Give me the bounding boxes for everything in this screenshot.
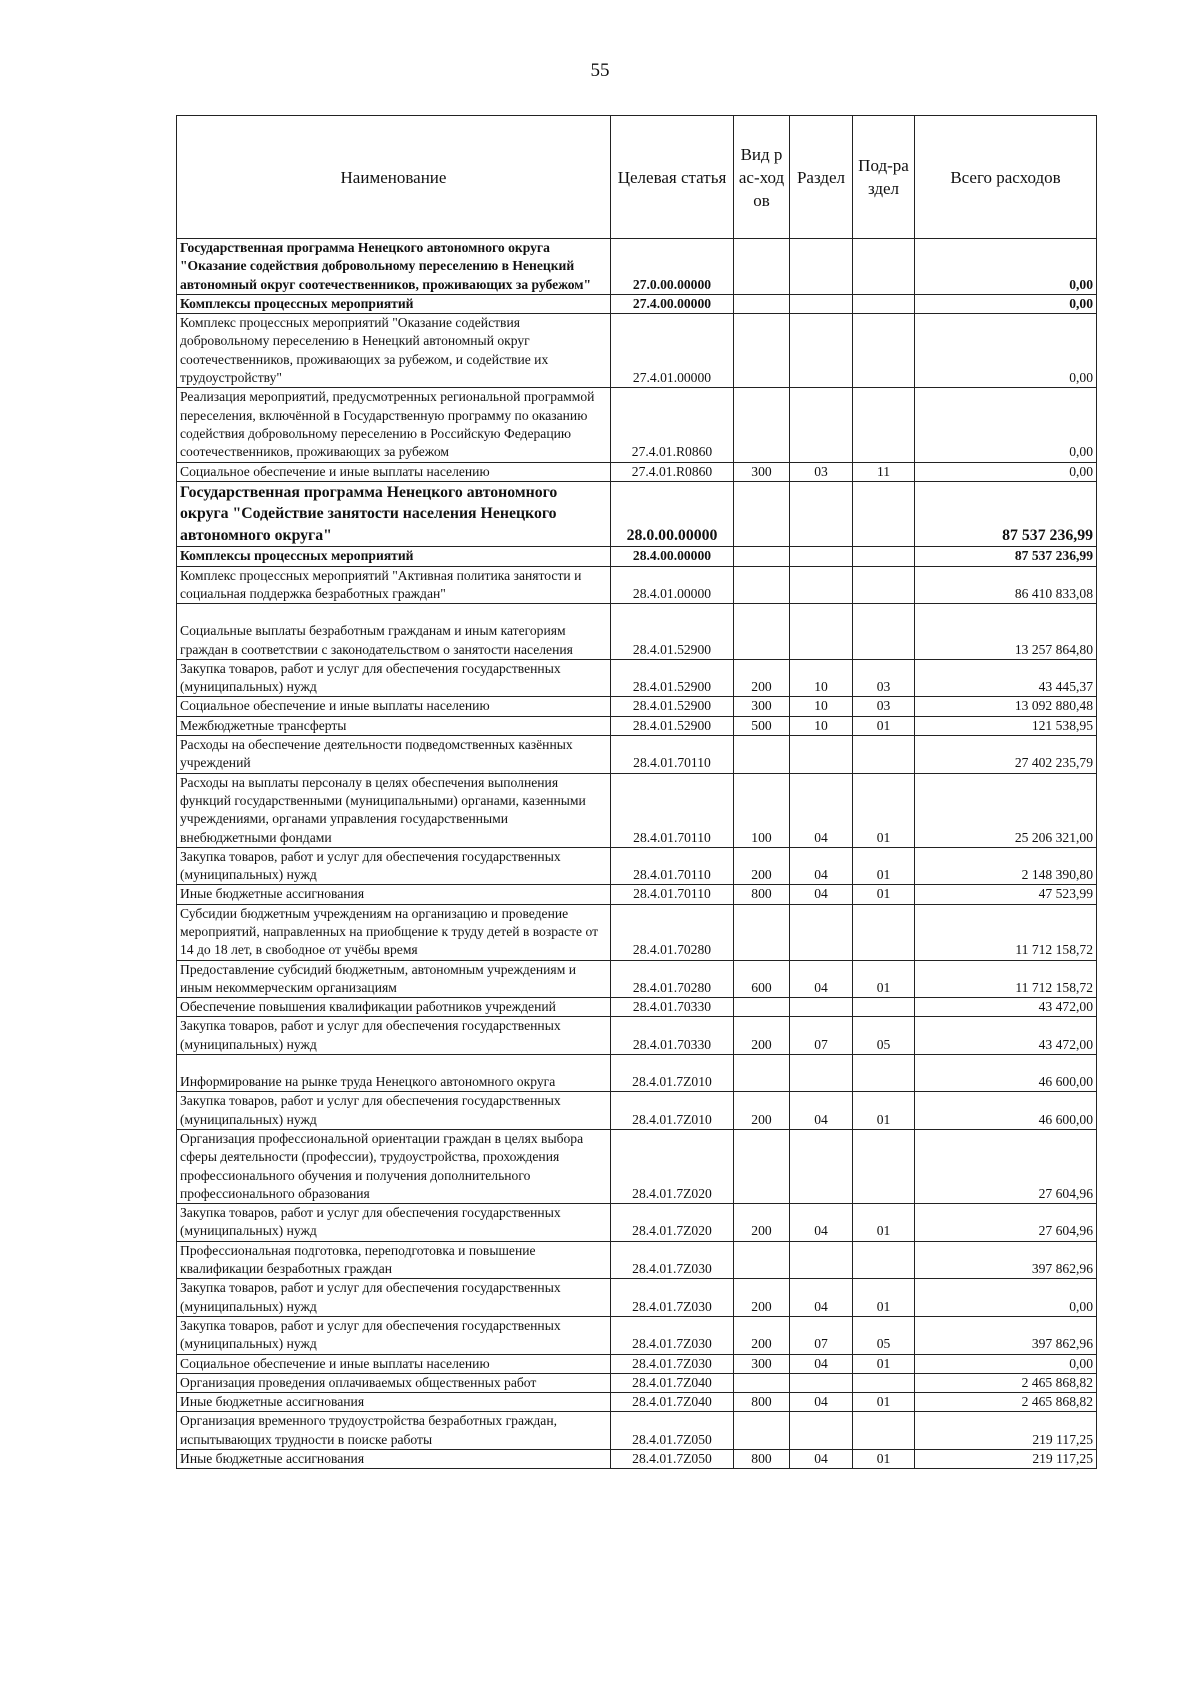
- cell-section: 04: [790, 847, 853, 885]
- table-row: [177, 1055, 1097, 1092]
- cell-section: 10: [790, 697, 853, 716]
- cell-total: 46 600,00: [915, 1092, 1097, 1130]
- cell-name: Расходы на обеспечение деятельности подведомственных казённых учреждений: [177, 736, 611, 774]
- cell-kind: [734, 1129, 790, 1203]
- table-row: [177, 294, 1097, 313]
- cell-total: 87 537 236,99: [915, 547, 1097, 566]
- page-number: 55: [590, 60, 610, 81]
- cell-section: 04: [790, 960, 853, 998]
- cell-section: 04: [790, 1204, 853, 1242]
- cell-subsection: 01: [853, 847, 915, 885]
- cell-kind: 800: [734, 1450, 790, 1469]
- cell-section: [790, 904, 853, 960]
- cell-name: Расходы на выплаты персоналу в целях обеспечения выполнения функций государственными (муниципальными) органами, казенными учреждениями, органами управления государственными внебюджетными фондами: [177, 773, 611, 847]
- cell-name: Иные бюджетные ассигнования: [177, 1393, 611, 1412]
- table-row: [177, 1450, 1097, 1469]
- cell-target: 28.4.01.52900: [611, 716, 734, 735]
- cell-subsection: 03: [853, 659, 915, 697]
- cell-subsection: [853, 239, 915, 295]
- cell-name: Межбюджетные трансферты: [177, 716, 611, 735]
- cell-kind: [734, 1373, 790, 1392]
- cell-name: Социальное обеспечение и иные выплаты населению: [177, 462, 611, 481]
- cell-subsection: 01: [853, 773, 915, 847]
- table-row: [177, 462, 1097, 481]
- table-row: [177, 960, 1097, 998]
- table-row: [177, 885, 1097, 904]
- cell-kind: 600: [734, 960, 790, 998]
- cell-total: 43 472,00: [915, 1017, 1097, 1055]
- cell-kind: 200: [734, 1092, 790, 1130]
- cell-total: 2 465 868,82: [915, 1393, 1097, 1412]
- cell-kind: [734, 736, 790, 774]
- cell-kind: [734, 604, 790, 660]
- table-row: [177, 1129, 1097, 1203]
- header-target: Целевая статья: [611, 116, 734, 239]
- cell-kind: [734, 388, 790, 462]
- budget-table: [176, 115, 1097, 1469]
- cell-section: [790, 1373, 853, 1392]
- cell-total: 0,00: [915, 294, 1097, 313]
- cell-total: 0,00: [915, 1354, 1097, 1373]
- cell-total: 0,00: [915, 462, 1097, 481]
- cell-total: 43 445,37: [915, 659, 1097, 697]
- cell-name: Субсидии бюджетным учреждениям на организацию и проведение мероприятий, направленных на приобщение к труду детей в возрасте от 14 до 18 лет, в свободное от учёбы время: [177, 904, 611, 960]
- cell-subsection: [853, 904, 915, 960]
- cell-total: 13 257 864,80: [915, 604, 1097, 660]
- cell-subsection: 01: [853, 716, 915, 735]
- table-row: [177, 566, 1097, 604]
- cell-target: 28.4.01.7Z020: [611, 1129, 734, 1203]
- cell-subsection: [853, 1129, 915, 1203]
- cell-kind: 500: [734, 716, 790, 735]
- header-name: Наименование: [177, 116, 611, 239]
- cell-subsection: [853, 481, 915, 547]
- cell-kind: 300: [734, 462, 790, 481]
- cell-total: 0,00: [915, 239, 1097, 295]
- cell-name: Иные бюджетные ассигнования: [177, 1450, 611, 1469]
- table-row: [177, 1373, 1097, 1392]
- cell-subsection: 01: [853, 1204, 915, 1242]
- cell-subsection: 01: [853, 1393, 915, 1412]
- cell-total: 87 537 236,99: [915, 481, 1097, 547]
- cell-target: 28.4.01.7Z010: [611, 1055, 734, 1092]
- cell-section: 04: [790, 1450, 853, 1469]
- cell-kind: 200: [734, 1017, 790, 1055]
- cell-target: 27.4.01.00000: [611, 314, 734, 388]
- table-body: [177, 239, 1097, 1469]
- table-row: [177, 547, 1097, 566]
- cell-name: Обеспечение повышения квалификации работников учреждений: [177, 998, 611, 1017]
- cell-target: 28.4.01.70330: [611, 1017, 734, 1055]
- cell-subsection: 05: [853, 1017, 915, 1055]
- table-row: [177, 1241, 1097, 1279]
- table-row: [177, 716, 1097, 735]
- cell-total: 219 117,25: [915, 1412, 1097, 1450]
- cell-target: 28.4.00.00000: [611, 547, 734, 566]
- cell-kind: 100: [734, 773, 790, 847]
- table-row: [177, 847, 1097, 885]
- cell-kind: [734, 547, 790, 566]
- cell-total: 13 092 880,48: [915, 697, 1097, 716]
- cell-subsection: [853, 1412, 915, 1450]
- table-row: [177, 659, 1097, 697]
- cell-target: 28.0.00.00000: [611, 481, 734, 547]
- cell-section: 10: [790, 716, 853, 735]
- cell-kind: [734, 481, 790, 547]
- cell-kind: [734, 1055, 790, 1092]
- cell-target: 28.4.01.7Z050: [611, 1450, 734, 1469]
- cell-name: Организация профессиональной ориентации граждан в целях выбора сферы деятельности (профессии), трудоустройства, прохождения профессионального обучения и получения дополнительного профессионального образования: [177, 1129, 611, 1203]
- table-row: [177, 904, 1097, 960]
- cell-target: 27.4.01.R0860: [611, 462, 734, 481]
- cell-target: 28.4.01.70110: [611, 885, 734, 904]
- cell-total: 397 862,96: [915, 1316, 1097, 1354]
- table-row: [177, 481, 1097, 547]
- cell-name: Комплексы процессных мероприятий: [177, 547, 611, 566]
- cell-subsection: [853, 314, 915, 388]
- cell-total: 43 472,00: [915, 998, 1097, 1017]
- table-header: [177, 116, 1097, 239]
- cell-total: 2 465 868,82: [915, 1373, 1097, 1392]
- header-section: Раздел: [790, 116, 853, 239]
- cell-section: [790, 239, 853, 295]
- header-total: Всего расходов: [915, 116, 1097, 239]
- cell-name: Профессиональная подготовка, переподготовка и повышение квалификации безработных граждан: [177, 1241, 611, 1279]
- cell-target: 27.4.00.00000: [611, 294, 734, 313]
- cell-target: 28.4.01.7Z040: [611, 1373, 734, 1392]
- cell-section: [790, 481, 853, 547]
- cell-target: 28.4.01.7Z030: [611, 1279, 734, 1317]
- cell-kind: [734, 314, 790, 388]
- cell-total: 46 600,00: [915, 1055, 1097, 1092]
- cell-total: 11 712 158,72: [915, 960, 1097, 998]
- cell-section: [790, 1412, 853, 1450]
- cell-target: 28.4.01.7Z030: [611, 1241, 734, 1279]
- table-row: [177, 1316, 1097, 1354]
- cell-total: 0,00: [915, 388, 1097, 462]
- table-row: [177, 736, 1097, 774]
- cell-target: 28.4.01.70110: [611, 773, 734, 847]
- cell-section: 04: [790, 1393, 853, 1412]
- cell-target: 28.4.01.7Z030: [611, 1354, 734, 1373]
- cell-section: [790, 1129, 853, 1203]
- table-row: [177, 239, 1097, 295]
- cell-total: 11 712 158,72: [915, 904, 1097, 960]
- table-row: [177, 1092, 1097, 1130]
- cell-kind: 800: [734, 885, 790, 904]
- cell-section: [790, 736, 853, 774]
- cell-name: Закупка товаров, работ и услуг для обеспечения государственных (муниципальных) нужд: [177, 1092, 611, 1130]
- cell-name: Организация временного трудоустройства безработных граждан, испытывающих трудности в поиске работы: [177, 1412, 611, 1450]
- cell-subsection: 11: [853, 462, 915, 481]
- cell-target: 28.4.01.52900: [611, 659, 734, 697]
- cell-name: Закупка товаров, работ и услуг для обеспечения государственных (муниципальных) нужд: [177, 847, 611, 885]
- cell-kind: 300: [734, 697, 790, 716]
- cell-subsection: 05: [853, 1316, 915, 1354]
- table-row: [177, 773, 1097, 847]
- cell-target: 28.4.01.70330: [611, 998, 734, 1017]
- cell-section: [790, 388, 853, 462]
- cell-total: 25 206 321,00: [915, 773, 1097, 847]
- cell-section: [790, 547, 853, 566]
- cell-target: 28.4.01.7Z020: [611, 1204, 734, 1242]
- cell-target: 28.4.01.70110: [611, 736, 734, 774]
- table-row: [177, 1017, 1097, 1055]
- cell-subsection: [853, 388, 915, 462]
- cell-name: Закупка товаров, работ и услуг для обеспечения государственных (муниципальных) нужд: [177, 1279, 611, 1317]
- table-row: [177, 697, 1097, 716]
- cell-name: Организация проведения оплачиваемых общественных работ: [177, 1373, 611, 1392]
- cell-subsection: 01: [853, 885, 915, 904]
- cell-name: Закупка товаров, работ и услуг для обеспечения государственных (муниципальных) нужд: [177, 1316, 611, 1354]
- cell-kind: 200: [734, 659, 790, 697]
- cell-target: 28.4.01.70280: [611, 960, 734, 998]
- cell-target: 27.0.00.00000: [611, 239, 734, 295]
- cell-name: Реализация мероприятий, предусмотренных региональной программой переселения, включённой в Государственную программу по оказанию содействия добровольному переселению в Российскую Федерацию соотечественников, проживающих за рубежом: [177, 388, 611, 462]
- cell-section: 03: [790, 462, 853, 481]
- cell-target: 27.4.01.R0860: [611, 388, 734, 462]
- cell-subsection: [853, 547, 915, 566]
- cell-target: 28.4.01.52900: [611, 697, 734, 716]
- cell-total: 0,00: [915, 1279, 1097, 1317]
- cell-total: 27 604,96: [915, 1129, 1097, 1203]
- table-row: [177, 1354, 1097, 1373]
- cell-subsection: 01: [853, 1450, 915, 1469]
- cell-kind: 800: [734, 1393, 790, 1412]
- cell-kind: [734, 998, 790, 1017]
- cell-total: 0,00: [915, 314, 1097, 388]
- cell-subsection: [853, 998, 915, 1017]
- cell-target: 28.4.01.7Z030: [611, 1316, 734, 1354]
- cell-section: [790, 566, 853, 604]
- cell-kind: [734, 239, 790, 295]
- cell-kind: 300: [734, 1354, 790, 1373]
- cell-section: 04: [790, 885, 853, 904]
- cell-name: Социальное обеспечение и иные выплаты населению: [177, 1354, 611, 1373]
- cell-name: Информирование на рынке труда Ненецкого автономного округа: [177, 1055, 611, 1092]
- cell-kind: [734, 1412, 790, 1450]
- cell-subsection: 01: [853, 1279, 915, 1317]
- cell-subsection: [853, 736, 915, 774]
- table-row: [177, 1393, 1097, 1412]
- cell-total: 397 862,96: [915, 1241, 1097, 1279]
- cell-target: 28.4.01.7Z050: [611, 1412, 734, 1450]
- cell-subsection: 01: [853, 1354, 915, 1373]
- cell-total: 121 538,95: [915, 716, 1097, 735]
- cell-total: 27 402 235,79: [915, 736, 1097, 774]
- header-subsection: Под-раздел: [853, 116, 915, 239]
- cell-total: 86 410 833,08: [915, 566, 1097, 604]
- cell-name: Иные бюджетные ассигнования: [177, 885, 611, 904]
- cell-total: 2 148 390,80: [915, 847, 1097, 885]
- cell-kind: [734, 904, 790, 960]
- cell-section: 04: [790, 773, 853, 847]
- cell-kind: 200: [734, 847, 790, 885]
- cell-subsection: [853, 566, 915, 604]
- cell-section: 10: [790, 659, 853, 697]
- cell-subsection: 03: [853, 697, 915, 716]
- cell-name: Закупка товаров, работ и услуг для обеспечения государственных (муниципальных) нужд: [177, 1017, 611, 1055]
- cell-section: [790, 604, 853, 660]
- cell-total: 27 604,96: [915, 1204, 1097, 1242]
- cell-section: 04: [790, 1279, 853, 1317]
- table-row: [177, 1204, 1097, 1242]
- cell-name: Комплексы процессных мероприятий: [177, 294, 611, 313]
- cell-section: 04: [790, 1354, 853, 1373]
- cell-subsection: 01: [853, 1092, 915, 1130]
- cell-subsection: 01: [853, 960, 915, 998]
- cell-name: Закупка товаров, работ и услуг для обеспечения государственных (муниципальных) нужд: [177, 1204, 611, 1242]
- cell-section: 07: [790, 1316, 853, 1354]
- cell-name: Социальное обеспечение и иные выплаты населению: [177, 697, 611, 716]
- cell-kind: 200: [734, 1279, 790, 1317]
- cell-name: Предоставление субсидий бюджетным, автономным учреждениям и иным некоммерческим организациям: [177, 960, 611, 998]
- cell-name: Комплекс процессных мероприятий "Активная политика занятости и социальная поддержка безработных граждан": [177, 566, 611, 604]
- cell-section: [790, 314, 853, 388]
- cell-section: [790, 998, 853, 1017]
- cell-target: 28.4.01.00000: [611, 566, 734, 604]
- cell-subsection: [853, 294, 915, 313]
- table-row: [177, 998, 1097, 1017]
- cell-subsection: [853, 1241, 915, 1279]
- cell-subsection: [853, 604, 915, 660]
- table-row: [177, 1279, 1097, 1317]
- cell-subsection: [853, 1373, 915, 1392]
- cell-subsection: [853, 1055, 915, 1092]
- cell-kind: [734, 1241, 790, 1279]
- cell-target: 28.4.01.70110: [611, 847, 734, 885]
- cell-target: 28.4.01.70280: [611, 904, 734, 960]
- cell-total: 47 523,99: [915, 885, 1097, 904]
- table-row: [177, 388, 1097, 462]
- cell-kind: [734, 566, 790, 604]
- table-row: [177, 1412, 1097, 1450]
- cell-section: [790, 1241, 853, 1279]
- cell-kind: 200: [734, 1316, 790, 1354]
- cell-section: 07: [790, 1017, 853, 1055]
- table-row: [177, 314, 1097, 388]
- cell-section: 04: [790, 1092, 853, 1130]
- cell-kind: 200: [734, 1204, 790, 1242]
- header-kind: Вид рас-ходов: [734, 116, 790, 239]
- table-row: [177, 604, 1097, 660]
- cell-name: Государственная программа Ненецкого автономного округа "Оказание содействия добровольному переселению в Ненецкий автономный округ соотечественников, проживающих за рубежом": [177, 239, 611, 295]
- cell-name: Социальные выплаты безработным гражданам и иным категориям граждан в соответствии с законодательством о занятости населения: [177, 604, 611, 660]
- cell-target: 28.4.01.7Z010: [611, 1092, 734, 1130]
- cell-name: Государственная программа Ненецкого автономного округа "Содействие занятости населения Ненецкого автономного округа": [177, 481, 611, 547]
- cell-section: [790, 294, 853, 313]
- cell-target: 28.4.01.52900: [611, 604, 734, 660]
- cell-name: Комплекс процессных мероприятий "Оказание содействия добровольному переселению в Ненецкий автономный округ соотечественников, проживающих за рубежом, и содействие их трудоустройству": [177, 314, 611, 388]
- cell-total: 219 117,25: [915, 1450, 1097, 1469]
- cell-kind: [734, 294, 790, 313]
- cell-target: 28.4.01.7Z040: [611, 1393, 734, 1412]
- cell-section: [790, 1055, 853, 1092]
- cell-name: Закупка товаров, работ и услуг для обеспечения государственных (муниципальных) нужд: [177, 659, 611, 697]
